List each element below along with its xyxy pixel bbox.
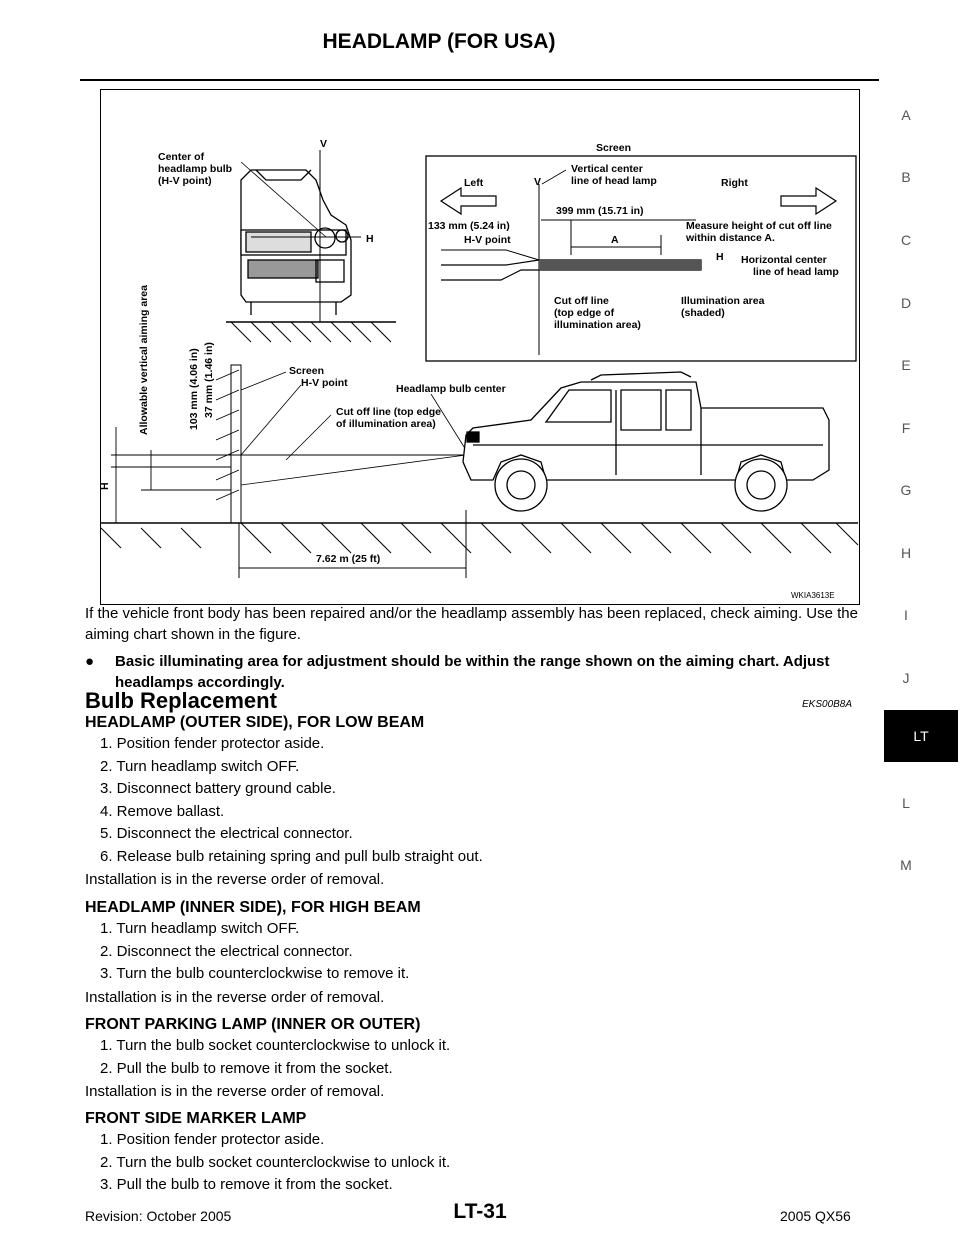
step: 4. Remove ballast. — [100, 802, 225, 820]
tab-i[interactable]: I — [904, 607, 908, 623]
label-cutoff-detail-3: illumination area) — [554, 319, 641, 331]
footer-revision: Revision: October 2005 — [85, 1208, 232, 1224]
front-view-vehicle — [241, 170, 351, 315]
tab-l[interactable]: L — [902, 795, 910, 811]
label-v-front: V — [320, 138, 328, 150]
tab-f[interactable]: F — [901, 420, 911, 436]
aiming-chart-figure — [100, 89, 860, 605]
subhead-low-beam: HEADLAMP (OUTER SIDE), FOR LOW BEAM — [85, 714, 425, 731]
step: 1. Turn the bulb socket counterclockwise to unlock it. — [100, 1037, 451, 1054]
label-v-screen: V — [534, 176, 542, 188]
label-center-bulb-3: (H-V point) — [158, 175, 212, 187]
bullet-text: Basic illuminating area for adjustment should be within the range shown on the aiming chart. Adjust headlamps accordingly. — [115, 653, 830, 691]
label-cutoff-detail-1: Cut off line — [554, 295, 609, 307]
steps-low-beam — [100, 733, 483, 868]
label-center-bulb-2: headlamp bulb — [158, 163, 233, 175]
label-bulb-center: Headlamp bulb center — [396, 383, 506, 395]
label-37: 37 mm (1.46 in) — [203, 342, 215, 418]
tab-h[interactable]: H — [900, 545, 912, 561]
label-measure-2: within distance A. — [686, 232, 775, 244]
tab-a[interactable]: A — [901, 107, 911, 123]
label-h-screen: H — [716, 251, 724, 263]
ground-hatch-front — [231, 322, 391, 342]
label-103: 103 mm (4.06 in) — [188, 348, 200, 430]
label-illumination-1: Illumination area — [681, 295, 765, 307]
label-allowable: Allowable vertical aiming area — [138, 285, 150, 435]
label-horizontal-center-1: Horizontal center — [741, 254, 827, 266]
footer-page-number: LT-31 — [453, 1200, 507, 1223]
illumination-shaded — [539, 260, 701, 270]
step: 3. Disconnect battery ground cable. — [100, 780, 336, 797]
page-title: HEADLAMP (FOR USA) — [322, 30, 556, 53]
figure-code: WKIA3613E — [791, 591, 835, 600]
label-cutoff-main-1: Cut off line (top edge — [336, 406, 441, 418]
step: 1. Position fender protector aside. — [100, 735, 325, 752]
steps-side-marker — [100, 1129, 450, 1197]
label-vertical-center-2: line of head lamp — [571, 175, 657, 187]
label-screen-title: Screen — [596, 142, 632, 154]
label-horizontal-center-2: line of head lamp — [753, 266, 839, 278]
label-center-bulb-1: Center of — [158, 151, 205, 163]
label-h-side: H — [99, 482, 111, 490]
label-measure-1: Measure height of cut off line — [686, 220, 832, 232]
step: 2. Disconnect the electrical connector. — [100, 942, 353, 960]
side-view-vehicle — [463, 372, 829, 511]
label-vertical-center-1: Vertical center — [571, 163, 643, 175]
step: 1. Turn headlamp switch OFF. — [100, 920, 300, 937]
label-cutoff-detail-2: (top edge of — [554, 307, 615, 319]
screen-wall — [231, 365, 241, 523]
steps-parking-lamp — [100, 1035, 450, 1080]
label-distance: 7.62 m (25 ft) — [316, 553, 381, 565]
label-a: A — [611, 234, 619, 246]
step: 3. Pull the bulb to remove it from the socket. — [100, 1176, 393, 1193]
note-parking-lamp: Installation is in the reverse order of removal. — [85, 1083, 385, 1100]
intro-paragraph: If the vehicle front body has been repaired and/or the headlamp assembly has been replaced, check aiming. Use the aiming chart shown in the figure. — [85, 605, 858, 643]
footer-model: 2005 QX56 — [780, 1208, 851, 1224]
tab-g[interactable]: G — [900, 482, 912, 498]
label-h-front: H — [366, 233, 374, 245]
label-133: 133 mm (5.24 in) — [428, 220, 510, 232]
steps-high-beam — [100, 918, 409, 986]
tab-c[interactable]: C — [900, 232, 912, 248]
label-hv-point-side: H-V point — [301, 377, 348, 389]
aiming-chart-svg — [101, 90, 858, 603]
subhead-high-beam: HEADLAMP (INNER SIDE), FOR HIGH BEAM — [85, 899, 421, 916]
step: 6. Release bulb retaining spring and pull bulb straight out. — [100, 847, 483, 865]
label-399: 399 mm (15.71 in) — [556, 205, 644, 217]
step: 2. Pull the bulb to remove it from the socket. — [100, 1059, 393, 1077]
step: 2. Turn the bulb socket counterclockwise to unlock it. — [100, 1153, 451, 1171]
tab-m[interactable]: M — [900, 857, 912, 873]
step: 3. Turn the bulb counterclockwise to remove it. — [100, 965, 410, 982]
tab-d[interactable]: D — [900, 295, 912, 311]
right-arrow — [781, 188, 836, 214]
label-cutoff-main-2: of illumination area) — [336, 418, 436, 430]
subhead-side-marker: FRONT SIDE MARKER LAMP — [85, 1110, 307, 1127]
left-arrow — [441, 188, 496, 214]
tab-j[interactable]: J — [902, 670, 910, 686]
label-screen-side: Screen — [289, 365, 325, 377]
step: 1. Position fender protector aside. — [100, 1131, 325, 1148]
label-illumination-2: (shaded) — [681, 307, 725, 319]
section-title: Bulb Replacement — [85, 688, 277, 713]
header-rule — [80, 79, 879, 81]
note-high-beam: Installation is in the reverse order of removal. — [85, 989, 385, 1006]
tab-lt[interactable]: LT — [884, 710, 958, 762]
label-left: Left — [464, 177, 484, 189]
subhead-parking-lamp: FRONT PARKING LAMP (INNER OR OUTER) — [85, 1016, 421, 1033]
step: 2. Turn headlamp switch OFF. — [100, 757, 300, 775]
section-code: EKS00B8A — [802, 699, 853, 710]
step: 5. Disconnect the electrical connector. — [100, 825, 353, 842]
label-right: Right — [721, 177, 748, 189]
tab-e[interactable]: E — [901, 357, 911, 373]
tab-b[interactable]: B — [901, 169, 911, 185]
bullet-note — [85, 651, 865, 693]
bullet-dot: ● — [85, 653, 95, 670]
note-low-beam: Installation is in the reverse order of removal. — [85, 871, 385, 888]
ground-hatch-side — [101, 523, 858, 553]
label-hv-point: H-V point — [464, 234, 511, 246]
